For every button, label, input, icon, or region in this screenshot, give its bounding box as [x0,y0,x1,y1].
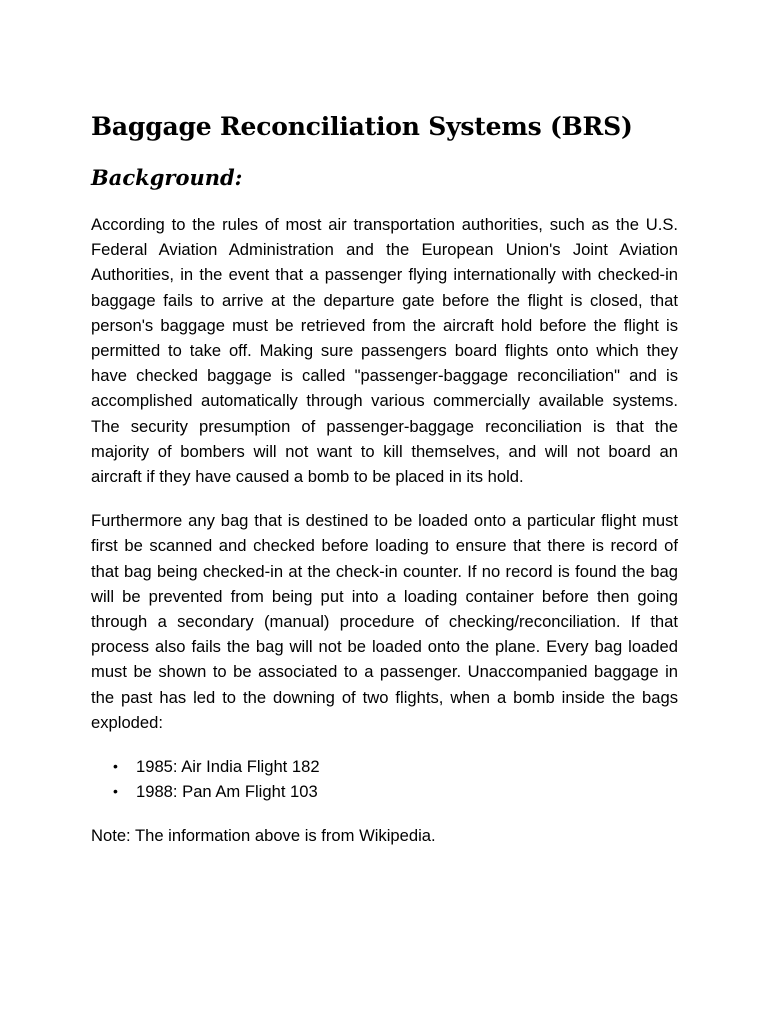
paragraph-reconciliation-rules: According to the rules of most air transportation authorities, such as the U.S. Federal Aviation Administration and the European Union's Joint Aviation Authorities, in the event that a passenger flying internationally with checked-in baggage fails to arrive at the departure gate before the flight is closed, that person's baggage must be retrieved from the aircraft hold before the flight is permitted to take off. Making sure passengers board flights onto which they have checked baggage is called "passenger-baggage reconciliation" and is accomplished automatically through various commercially available systems. The security presumption of passenger-baggage reconciliation is that the majority of bombers will not want to kill themselves, and will not board an aircraft if they have caused a bomb to be placed in its hold. [91,215,678,487]
list-item-text: 1985: Air India Flight 182 [136,757,320,777]
source-note: Note: The information above is from Wikipedia. [91,826,436,846]
flight-incidents-list [91,754,678,804]
list-item [91,779,678,804]
bullet-icon: • [113,758,118,775]
list-item-text: 1988: Pan Am Flight 103 [136,782,318,802]
section-heading-background: Background: [91,165,243,190]
document-title: Baggage Reconciliation Systems (BRS) [91,112,633,141]
document-page [91,108,678,849]
paragraph-bag-scanning: Furthermore any bag that is destined to be loaded onto a particular flight must first be scanned and checked before loading to ensure that there is record of that bag being checked-in at the check-in counter. If no record is found the bag will be prevented from being put into a loading container before then going through a secondary (manual) procedure of checking/reconciliation. If that process also fails the bag will not be loaded onto the plane. Every bag loaded must be shown to be associated to a passenger. Unaccompanied baggage in the past has led to the downing of two flights, when a bomb inside the bags exploded: [91,511,678,732]
list-item [91,754,678,779]
bullet-icon: • [113,783,118,800]
